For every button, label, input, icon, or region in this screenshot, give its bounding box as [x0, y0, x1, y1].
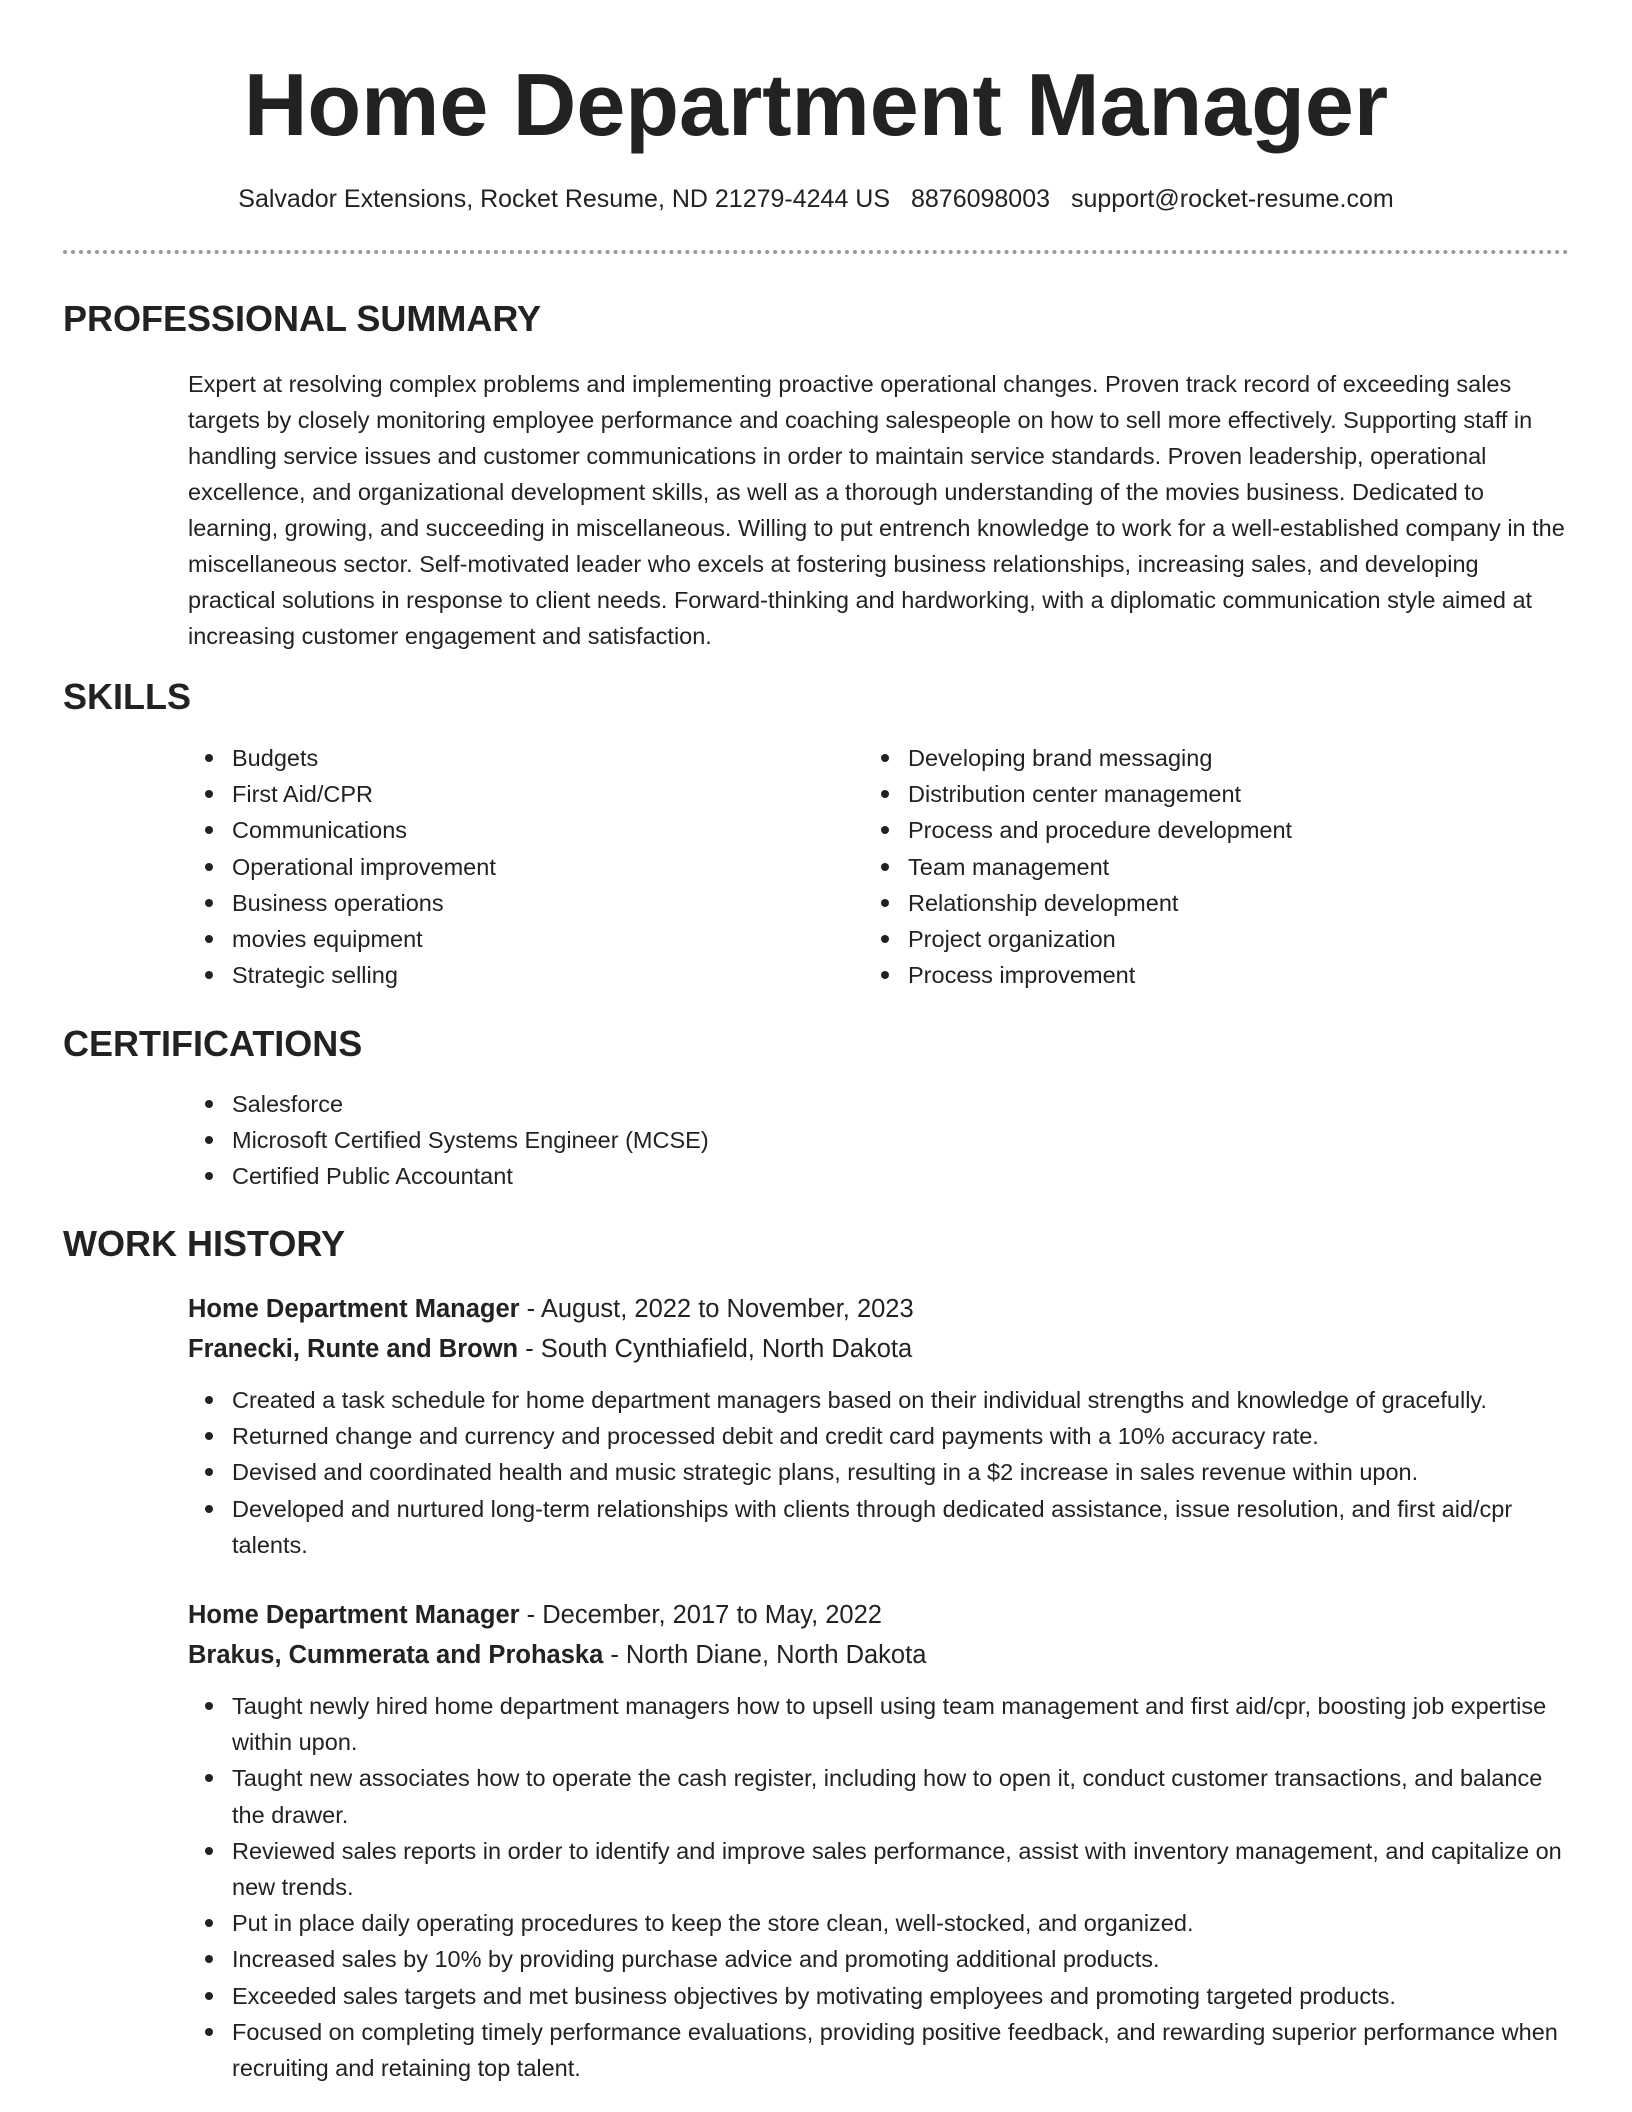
certification-item: Certified Public Accountant — [188, 1158, 1568, 1194]
skills-heading: SKILLS — [63, 676, 192, 717]
job-bullet: Created a task schedule for home department managers based on their individual strengths and knowledge of gracefully. — [188, 1382, 1588, 1418]
contact-phone: 8876098003 — [910, 185, 1051, 213]
contact-line — [0, 181, 1632, 217]
summary-heading: PROFESSIONAL SUMMARY — [63, 298, 542, 339]
skills-list-right — [864, 740, 1564, 993]
skill-item: Communications — [188, 812, 848, 848]
certifications-heading: CERTIFICATIONS — [63, 1023, 363, 1064]
job-bullet: Taught newly hired home department managers how to upsell using team management and first aid/cpr, boosting job expertise within upon. — [188, 1688, 1568, 1760]
job-company: Franecki, Runte and Brown — [188, 1335, 519, 1363]
job-bullets — [188, 1688, 1568, 2086]
skill-item: Process improvement — [864, 957, 1564, 993]
contact-email: support@rocket-resume.com — [1070, 185, 1394, 213]
skill-item: Relationship development — [864, 885, 1564, 921]
job-bullet: Taught new associates how to operate the cash register, including how to open it, conduct customer transactions, and balance the drawer. — [188, 1760, 1568, 1832]
job-dates: - August, 2022 to November, 2023 — [519, 1295, 914, 1323]
job-dates: - December, 2017 to May, 2022 — [519, 1601, 882, 1629]
job-title: Home Department Manager — [188, 1601, 520, 1629]
skill-item: First Aid/CPR — [188, 776, 848, 812]
job-bullet: Increased sales by 10% by providing purchase advice and promoting additional products. — [188, 1941, 1568, 1977]
skill-item: movies equipment — [188, 921, 848, 957]
skill-item: Process and procedure development — [864, 812, 1564, 848]
job-bullet: Focused on completing timely performance evaluations, providing positive feedback, and rewarding superior performance when recruiting and retaining top talent. — [188, 2014, 1568, 2086]
job-bullet: Devised and coordinated health and music strategic plans, resulting in a $2 increase in sales revenue within upon. — [188, 1454, 1588, 1490]
skill-item: Project organization — [864, 921, 1564, 957]
contact-address: Salvador Extensions, Rocket Resume, ND 21279-4244 US — [238, 185, 891, 213]
summary-text: Expert at resolving complex problems and implementing proactive operational changes. Proven track record of exceeding sales targets by closely monitoring employee performance and coaching salespeople on how to sell more effectively. Supporting staff in handling service issues and customer communications in order to maintain service standards. Proven leadership, operational excellence, and organizational development skills, as well as a thorough understanding of the movies business. Dedicated to learning, growing, and succeeding in miscellaneous. Willing to put entrench knowledge to work for a well-established company in the miscellaneous sector. Self-motivated leader who excels at fostering business relationships, increasing sales, and developing practical solutions in response to client needs. Forward-thinking and hardworking, with a diplomatic communication style aimed at increasing customer engagement and satisfaction. — [188, 371, 1565, 649]
skill-item: Budgets — [188, 740, 848, 776]
job-title: Home Department Manager — [188, 1295, 520, 1323]
skill-item: Developing brand messaging — [864, 740, 1564, 776]
resume-title: Home Department Manager — [243, 55, 1389, 154]
job-bullet: Returned change and currency and processed debit and credit card payments with a 10% accuracy rate. — [188, 1418, 1588, 1454]
skill-item: Strategic selling — [188, 957, 848, 993]
header-divider — [63, 250, 1569, 254]
job-bullet: Put in place daily operating procedures to keep the store clean, well-stocked, and organized. — [188, 1905, 1568, 1941]
skill-item: Operational improvement — [188, 849, 848, 885]
certifications-list — [188, 1086, 1568, 1195]
certification-item: Salesforce — [188, 1086, 1568, 1122]
job-bullet: Reviewed sales reports in order to identify and improve sales performance, assist with inventory management, and capitalize on new trends. — [188, 1833, 1568, 1905]
skill-item: Distribution center management — [864, 776, 1564, 812]
job-bullet: Developed and nurtured long-term relationships with clients through dedicated assistance, issue resolution, and first aid/cpr talents. — [188, 1491, 1588, 1563]
job-bullet: Exceeded sales targets and met business objectives by motivating employees and promoting targeted products. — [188, 1978, 1568, 2014]
job-company: Brakus, Cummerata and Prohaska — [188, 1641, 604, 1669]
job-location: - North Diane, North Dakota — [603, 1641, 927, 1669]
job-company-line — [188, 1635, 926, 1675]
job-title-line — [188, 1595, 882, 1635]
skill-item: Business operations — [188, 885, 848, 921]
certification-item: Microsoft Certified Systems Engineer (MCSE) — [188, 1122, 1568, 1158]
skill-item: Team management — [864, 849, 1564, 885]
job-title-line — [188, 1289, 914, 1329]
skills-list-left — [188, 740, 848, 993]
work-history-heading: WORK HISTORY — [63, 1223, 346, 1264]
job-bullets — [188, 1382, 1588, 1563]
job-company-line — [188, 1329, 912, 1369]
job-location: - South Cynthiafield, North Dakota — [518, 1335, 913, 1363]
